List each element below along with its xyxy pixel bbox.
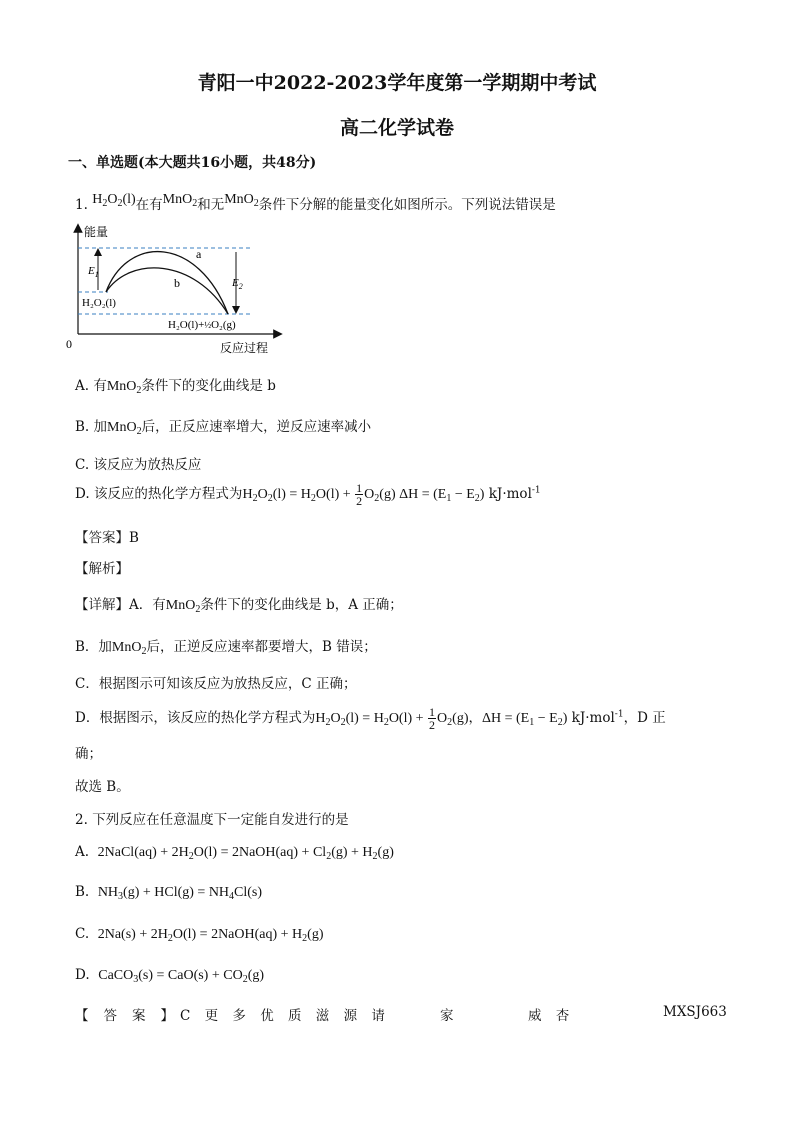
- q1-detail-d-cont: 确；: [75, 746, 102, 762]
- q1-option-c: C. 该反应为放热反应: [75, 457, 202, 473]
- q2-answer-tag: 【答案】: [75, 1008, 189, 1024]
- curve-a-label: a: [196, 247, 202, 261]
- energy-diagram: [68, 222, 298, 358]
- q1-detail-c: C．根据图示可知该反应为放热反应，C 正确；: [75, 676, 357, 692]
- q2-option-b: B. $NH_3(g) + HCl(g) = NH_4Cl(s)$: [75, 884, 263, 902]
- q1-detail-b: B．加MnO$_2$后，正逆反应速率都要增大，B 错误；: [75, 639, 377, 657]
- y-axis-label: 能量: [84, 225, 109, 239]
- origin-label: 0: [66, 337, 72, 351]
- q1-option-a: A. 有MnO$_2$条件下的变化曲线是 b: [75, 378, 276, 396]
- curve-b: [106, 268, 228, 314]
- product-label: H₂O(l)+½O₂(g): [168, 319, 236, 331]
- reactant-label: H₂O₂(l): [82, 297, 116, 309]
- q2-option-c: C. $2Na(s) + 2H_2O(l)$ = 2NaOH(aq) + $H_2(g)$: [75, 926, 324, 944]
- page-subtitle: 高二化学试卷: [339, 117, 454, 139]
- q1-detail-a: 【详解】A．有MnO$_2$条件下的变化曲线是 b，A 正确；: [75, 597, 403, 615]
- q2-answer-wei: 威 杏: [528, 1008, 575, 1024]
- q1-detail-d: D．根据图示，该反应的热化学方程式为$H_2O_2(l) = H_2O(l)$ + $\frac{1}{2}$ $O_2(g)$，$\Delta H = (E_1 - E_2)$ kJ·mol$^{-1}$，D 正: [75, 705, 666, 733]
- q2-stem: 2. 下列反应在任意温度下一定能自发进行的是: [75, 812, 349, 828]
- curve-b-label: b: [174, 276, 180, 290]
- q1-conclusion: 故选 B。: [75, 779, 130, 795]
- q1-stem: 1. $H_2O_2(l)$在有MnO$_2$和无MnO$_2$条件下分解的能量变化如图所示。下列说法错误是: [75, 192, 556, 213]
- e2-label: $E_2$: [232, 277, 243, 291]
- q1-option-b: B. 加MnO$_2$后，正反应速率增大，逆反应速率减小: [75, 419, 372, 437]
- page-title: 青阳一中2022-2023学年度第一学期期中考试: [197, 72, 597, 94]
- q1-answer: 【答案】B: [75, 530, 139, 546]
- q2-option-a: A. 2NaCl(aq) + $2H_2O(l)$ = 2NaOH(aq) + $Cl_2(g) + H_2(g)$: [75, 844, 394, 862]
- section-heading: 一、单选题(本大题共16小题，共48分): [68, 155, 317, 171]
- q1-mno2-a: MnO$_2$: [162, 192, 198, 209]
- q2-answer-code: MXSJ663: [663, 1004, 727, 1020]
- q1-option-d: D. 该反应的热化学方程式为$H_2O_2(l) = H_2O(l)$ + $\frac{1}{2}$ $O_2(g) \Delta H = (E_1 - E_2)$ kJ·mol$^{-1}$: [75, 481, 541, 509]
- q1-h2o2: $H_2O_2(l)$: [92, 192, 136, 209]
- q2-option-d: D. CaCO$_3$(s) = $CaO(s) + CO_2(g)$: [75, 967, 265, 985]
- q1-analysis-tag: 【解析】: [75, 561, 129, 577]
- q2-answer-line: C 更 多 优 质 滋 源 请: [180, 1008, 390, 1024]
- curve-a: [106, 252, 228, 314]
- e1-label: $E_1$: [88, 265, 99, 279]
- x-axis-label: 反应过程: [220, 341, 269, 355]
- q2-answer-home: 家: [440, 1008, 454, 1024]
- q1-mno2-b: MnO$_2$: [224, 192, 259, 209]
- q1-number: 1.: [75, 197, 88, 213]
